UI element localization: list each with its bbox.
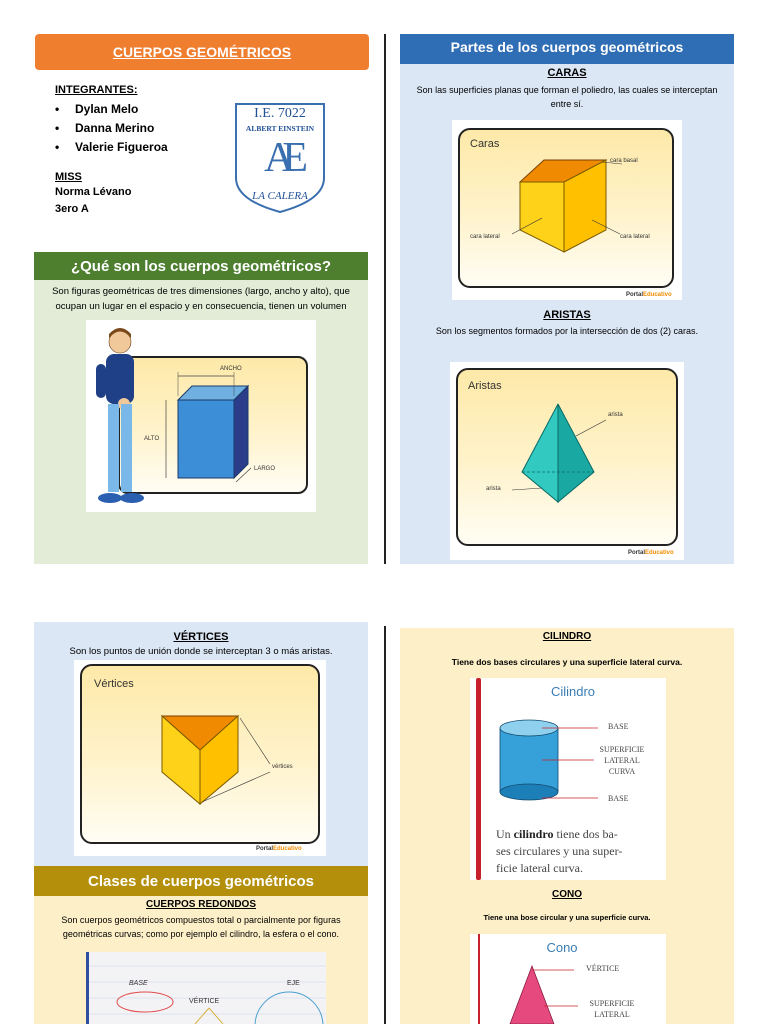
alto-label: ALTO xyxy=(144,436,160,442)
caras-heading: CARAS xyxy=(547,67,587,79)
photo-base-label: BASE xyxy=(129,980,148,987)
parts-heading: Partes de los cuerpos geométricos xyxy=(450,39,684,55)
portal-text-b: Educativo xyxy=(643,292,672,298)
aristas-illustration xyxy=(450,362,684,560)
prism-drawing xyxy=(86,320,316,512)
portal-logo xyxy=(628,550,674,556)
cil-sup-line1: SUPERFICIE xyxy=(599,745,645,754)
cara-basal-label: cara basal xyxy=(610,158,638,164)
title-banner xyxy=(35,34,369,70)
aristas-heading: ARISTAS xyxy=(543,309,591,321)
caras-illustration xyxy=(452,120,682,300)
redondos-text: Son cuerpos geométricos compuestos total o parcialmente por figuras geométricas curvas; como por ejemplo el cilindro, la esfera o el cono. xyxy=(61,915,341,939)
portal-logo xyxy=(626,292,672,298)
cono-sup-line2: LATERAL xyxy=(594,1010,630,1019)
portal-text-a: Portal xyxy=(256,846,274,852)
vertices-card-title: Vértices xyxy=(94,678,134,690)
triangular-prism-drawing xyxy=(74,660,326,856)
column-divider xyxy=(384,626,386,1024)
vertices-heading: VÉRTICES xyxy=(173,631,229,643)
members-list xyxy=(55,100,225,157)
cil-base-top-label: BASE xyxy=(608,722,629,731)
cono-card-title: Cono xyxy=(546,940,578,955)
portal-text-a: Portal xyxy=(626,292,644,298)
column-divider xyxy=(384,34,386,564)
notebook-photo xyxy=(86,952,326,1024)
parts-banner xyxy=(400,34,734,64)
grade: 3ero A xyxy=(55,203,89,215)
cube-drawing xyxy=(452,120,682,300)
logo-line2: ALBERT EINSTEIN xyxy=(245,124,315,133)
cono-heading: CONO xyxy=(552,889,582,900)
page-title: CUERPOS GEOMÉTRICOS xyxy=(112,44,292,60)
cilindro-description xyxy=(496,826,662,877)
cono-text: Tiene una bose circular y una superficie curva. xyxy=(483,913,651,922)
cil-desc-1c: tiene dos ba- xyxy=(553,827,618,841)
cilindro-illustration xyxy=(470,678,666,880)
teacher-name: Norma Lévano xyxy=(55,186,132,198)
redondos-heading: CUERPOS REDONDOS xyxy=(145,899,256,910)
miss-label: MISS xyxy=(55,171,82,183)
member-item: • Dylan Melo xyxy=(55,100,225,119)
portal-logo xyxy=(256,846,302,852)
cil-desc-line3: ficie lateral curva. xyxy=(496,861,583,875)
arista-top-label: arista xyxy=(608,412,623,418)
cil-sup-label xyxy=(592,744,652,777)
cono-sup-label xyxy=(580,998,644,1020)
question-heading: ¿Qué son los cuerpos geométricos? xyxy=(70,257,332,275)
caras-card-title: Caras xyxy=(470,138,500,150)
vertices-illustration xyxy=(74,660,326,856)
portal-text-a: Portal xyxy=(628,550,646,556)
cilindro-heading: CILINDRO xyxy=(542,631,592,642)
cil-desc-1b: cilindro xyxy=(513,827,554,841)
cono-vertice-label: VÉRTICE xyxy=(586,964,620,973)
cil-sup-line2: LATERAL xyxy=(604,756,640,765)
cara-lateral-left-label: cara lateral xyxy=(470,234,500,240)
cil-base-bottom-label: BASE xyxy=(608,794,629,803)
cono-illustration xyxy=(470,934,666,1024)
largo-label: LARGO xyxy=(254,466,276,472)
logo-line1: I.E. 7022 xyxy=(254,106,306,121)
member-item: • Danna Merino xyxy=(55,119,225,138)
clases-banner xyxy=(34,866,368,896)
cilindro-text: Tiene dos bases circulares y una superficie lateral curva. xyxy=(451,657,683,667)
cil-desc-line1 xyxy=(496,826,662,843)
ancho-label: ANCHO xyxy=(220,366,242,372)
question-text: Son figuras geométricas de tres dimensiones (largo, ancho y alto), que ocupan un lugar en el espacio y en consecuencia, tienen un volumen xyxy=(52,286,350,312)
arista-bottom-label: arista xyxy=(486,486,501,492)
logo-letters: AE xyxy=(264,135,296,181)
aristas-card-title: Aristas xyxy=(468,380,502,392)
aristas-text: Son los segmentos formados por la intersección de dos (2) caras. xyxy=(435,326,699,336)
cil-desc-line2: ses circulares y una super- xyxy=(496,844,623,858)
member-item: • Valerie Figueroa xyxy=(55,138,225,157)
portal-text-b: Educativo xyxy=(273,846,302,852)
logo-line3: LA CALERA xyxy=(252,190,308,202)
pyramid-drawing xyxy=(450,362,684,560)
caras-text: Son las superficies planas que forman el poliedro, las cuales se interceptan entre sí. xyxy=(416,85,718,109)
members-block xyxy=(55,84,225,215)
notebook-sketch xyxy=(89,952,326,1024)
vertices-label: vértices xyxy=(272,764,293,770)
cil-desc-1a: Un xyxy=(496,827,514,841)
cil-sup-line3: CURVA xyxy=(608,767,636,776)
portal-text-b: Educativo xyxy=(645,550,674,556)
cara-lateral-right-label: cara lateral xyxy=(620,234,650,240)
cilindro-card-title: Cilindro xyxy=(550,684,596,699)
photo-eje-label: EJE xyxy=(287,980,300,987)
cono-sup-line1: SUPERFICIE xyxy=(589,999,635,1008)
vertices-text: Son los puntos de unión donde se interceptan 3 o más aristas. xyxy=(69,646,333,657)
school-logo xyxy=(232,100,328,216)
integrantes-label: INTEGRANTES: xyxy=(55,84,138,96)
prism-illustration xyxy=(86,320,316,512)
clases-heading: Clases de cuerpos geométricos xyxy=(88,872,314,890)
photo-vertice-label: VÉRTICE xyxy=(189,998,220,1005)
question-banner xyxy=(34,252,368,280)
